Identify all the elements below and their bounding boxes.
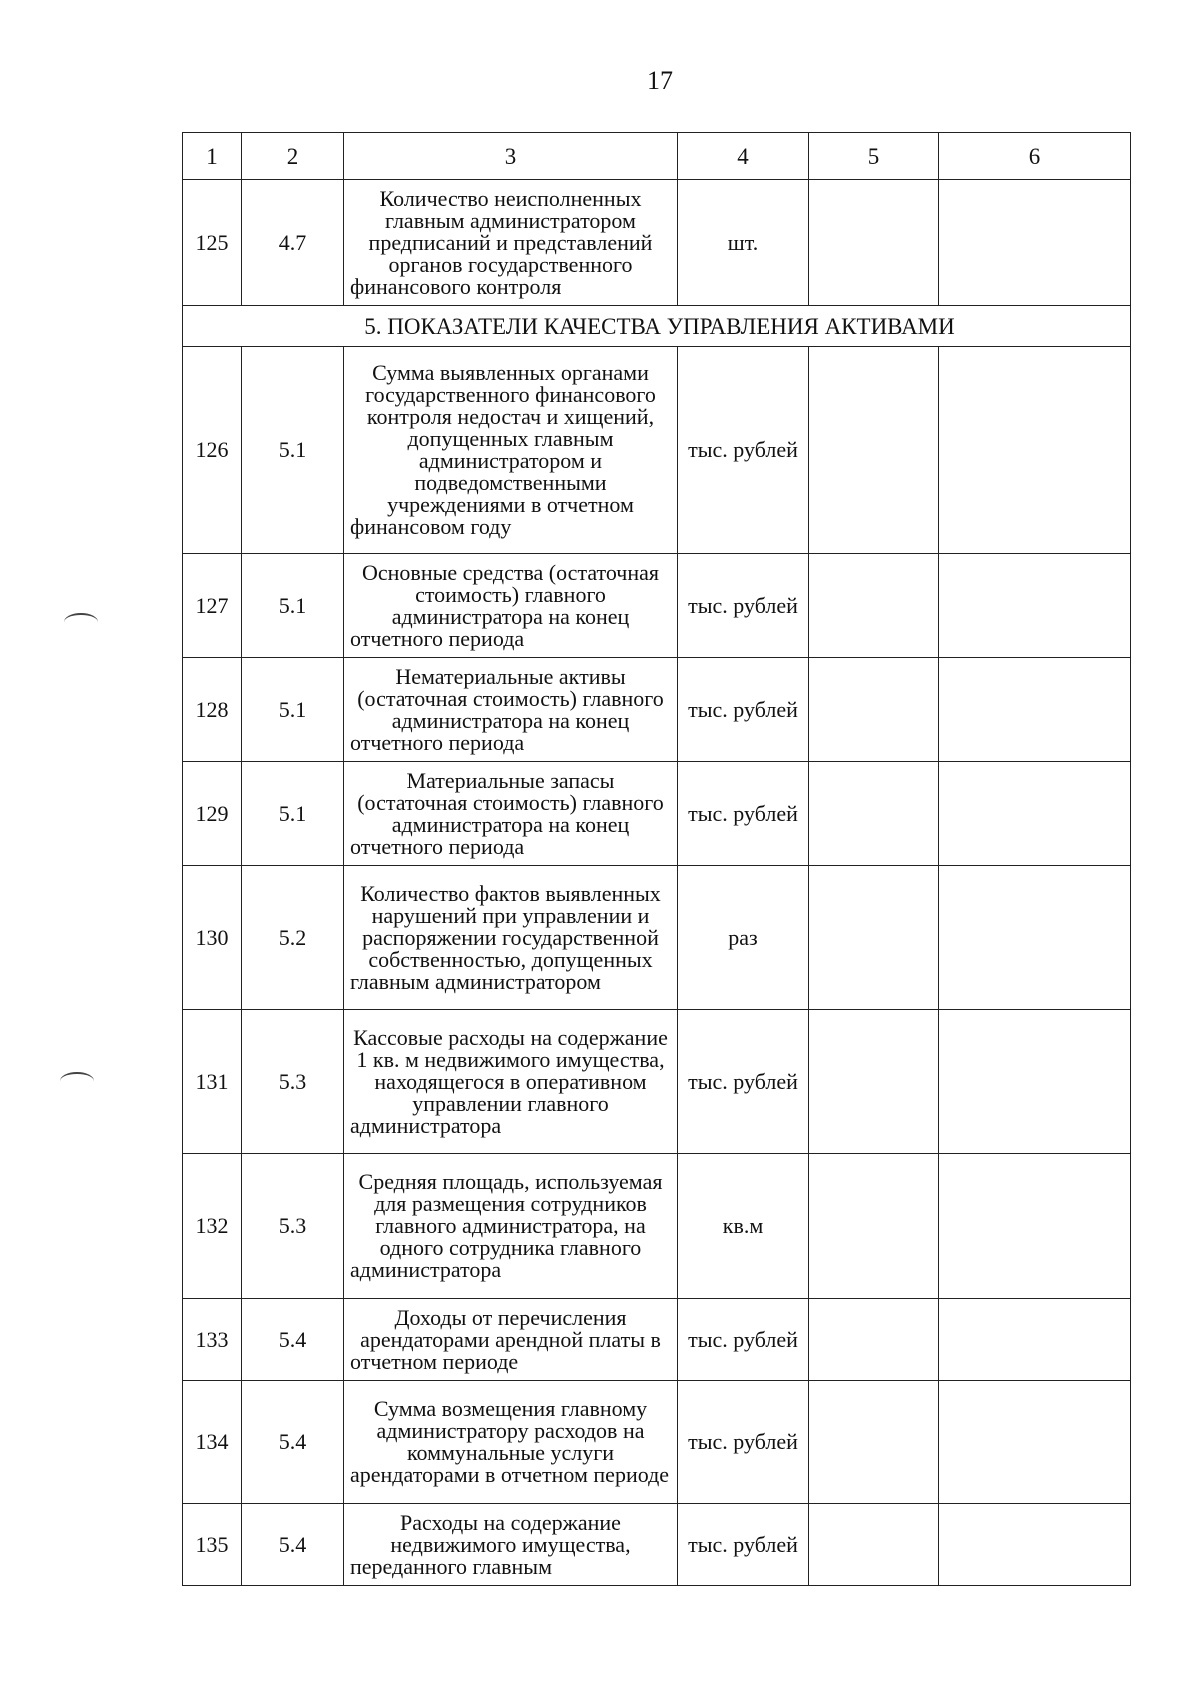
- row-value-5: [809, 1504, 939, 1586]
- row-number: 126: [183, 347, 242, 554]
- row-value-6: [939, 1504, 1131, 1586]
- row-unit: тыс. рублей: [678, 347, 809, 554]
- row-unit: тыс. рублей: [678, 1010, 809, 1154]
- table-row: [183, 1504, 1131, 1586]
- row-unit: тыс. рублей: [678, 762, 809, 866]
- row-description: Количество фактов выявленных нарушений при управлении и распоряжении государственной собственностью, допущенных главным администратором: [344, 866, 678, 1010]
- row-value-5: [809, 866, 939, 1010]
- section-row: [183, 306, 1131, 347]
- table-row: [183, 1010, 1131, 1154]
- row-code: 5.1: [242, 347, 344, 554]
- column-header: 1: [183, 133, 242, 180]
- row-number: 125: [183, 180, 242, 306]
- row-unit: тыс. рублей: [678, 1381, 809, 1504]
- row-value-5: [809, 1010, 939, 1154]
- table-row: [183, 347, 1131, 554]
- row-number: 132: [183, 1154, 242, 1299]
- row-value-6: [939, 180, 1131, 306]
- row-number: 131: [183, 1010, 242, 1154]
- row-description: Сумма возмещения главному администратору расходов на коммунальные услуги арендаторами в отчетном периоде: [344, 1381, 678, 1504]
- row-value-6: [939, 658, 1131, 762]
- row-number: 134: [183, 1381, 242, 1504]
- row-unit: тыс. рублей: [678, 658, 809, 762]
- row-description: Расходы на содержание недвижимого имущества, переданного главным: [344, 1504, 678, 1586]
- row-code: 4.7: [242, 180, 344, 306]
- row-code: 5.2: [242, 866, 344, 1010]
- row-unit: кв.м: [678, 1154, 809, 1299]
- row-number: 129: [183, 762, 242, 866]
- row-value-5: [809, 554, 939, 658]
- column-header: 3: [344, 133, 678, 180]
- row-number: 135: [183, 1504, 242, 1586]
- row-description: Количество неисполненных главным администратором предписаний и представлений органов государственного финансового контроля: [344, 180, 678, 306]
- page-number: 17: [647, 66, 673, 95]
- row-number: 127: [183, 554, 242, 658]
- row-description: Основные средства (остаточная стоимость) главного администратора на конец отчетного периода: [344, 554, 678, 658]
- row-value-6: [939, 1154, 1131, 1299]
- row-description: Нематериальные активы (остаточная стоимость) главного администратора на конец отчетного периода: [344, 658, 678, 762]
- row-code: 5.1: [242, 762, 344, 866]
- row-unit: шт.: [678, 180, 809, 306]
- indicators-table: [182, 132, 1131, 1586]
- row-description: Сумма выявленных органами государственного финансового контроля недостач и хищений, допущенных главным администратором и подведомственными учреждениями в отчетном финансовом году: [344, 347, 678, 554]
- row-unit: тыс. рублей: [678, 554, 809, 658]
- row-value-6: [939, 866, 1131, 1010]
- column-header: 2: [242, 133, 344, 180]
- row-unit: тыс. рублей: [678, 1299, 809, 1381]
- table-row: [183, 1299, 1131, 1381]
- row-number: 128: [183, 658, 242, 762]
- table-row: [183, 658, 1131, 762]
- row-value-5: [809, 1154, 939, 1299]
- row-description: Доходы от перечисления арендаторами арендной платы в отчетном периоде: [344, 1299, 678, 1381]
- row-code: 5.1: [242, 658, 344, 762]
- row-description: Материальные запасы (остаточная стоимость) главного администратора на конец отчетного периода: [344, 762, 678, 866]
- row-value-5: [809, 1381, 939, 1504]
- row-description: Средняя площадь, используемая для размещения сотрудников главного администратора, на одного сотрудника главного администратора: [344, 1154, 678, 1299]
- column-header: 6: [939, 133, 1131, 180]
- row-unit: раз: [678, 866, 809, 1010]
- row-value-5: [809, 180, 939, 306]
- row-value-5: [809, 762, 939, 866]
- column-header: 5: [809, 133, 939, 180]
- section-title: 5. ПОКАЗАТЕЛИ КАЧЕСТВА УПРАВЛЕНИЯ АКТИВАМИ: [183, 306, 1131, 347]
- table-row: [183, 1154, 1131, 1299]
- table-row: [183, 1381, 1131, 1504]
- column-header: 4: [678, 133, 809, 180]
- row-unit: тыс. рублей: [678, 1504, 809, 1586]
- row-value-6: [939, 347, 1131, 554]
- row-value-6: [939, 1299, 1131, 1381]
- row-value-5: [809, 1299, 939, 1381]
- row-code: 5.3: [242, 1154, 344, 1299]
- row-value-6: [939, 1010, 1131, 1154]
- punch-hole-mark: [64, 613, 98, 631]
- row-code: 5.4: [242, 1504, 344, 1586]
- table-row: [183, 762, 1131, 866]
- row-value-6: [939, 1381, 1131, 1504]
- row-code: 5.1: [242, 554, 344, 658]
- table-row: [183, 554, 1131, 658]
- row-value-5: [809, 658, 939, 762]
- row-number: 130: [183, 866, 242, 1010]
- punch-hole-mark: [60, 1072, 94, 1090]
- row-code: 5.4: [242, 1299, 344, 1381]
- row-code: 5.4: [242, 1381, 344, 1504]
- row-value-6: [939, 554, 1131, 658]
- table-row: [183, 866, 1131, 1010]
- row-number: 133: [183, 1299, 242, 1381]
- row-code: 5.3: [242, 1010, 344, 1154]
- row-value-6: [939, 762, 1131, 866]
- header-row: [183, 133, 1131, 180]
- table-row: [183, 180, 1131, 306]
- row-description: Кассовые расходы на содержание 1 кв. м недвижимого имущества, находящегося в оперативном управлении главного администратора: [344, 1010, 678, 1154]
- row-value-5: [809, 347, 939, 554]
